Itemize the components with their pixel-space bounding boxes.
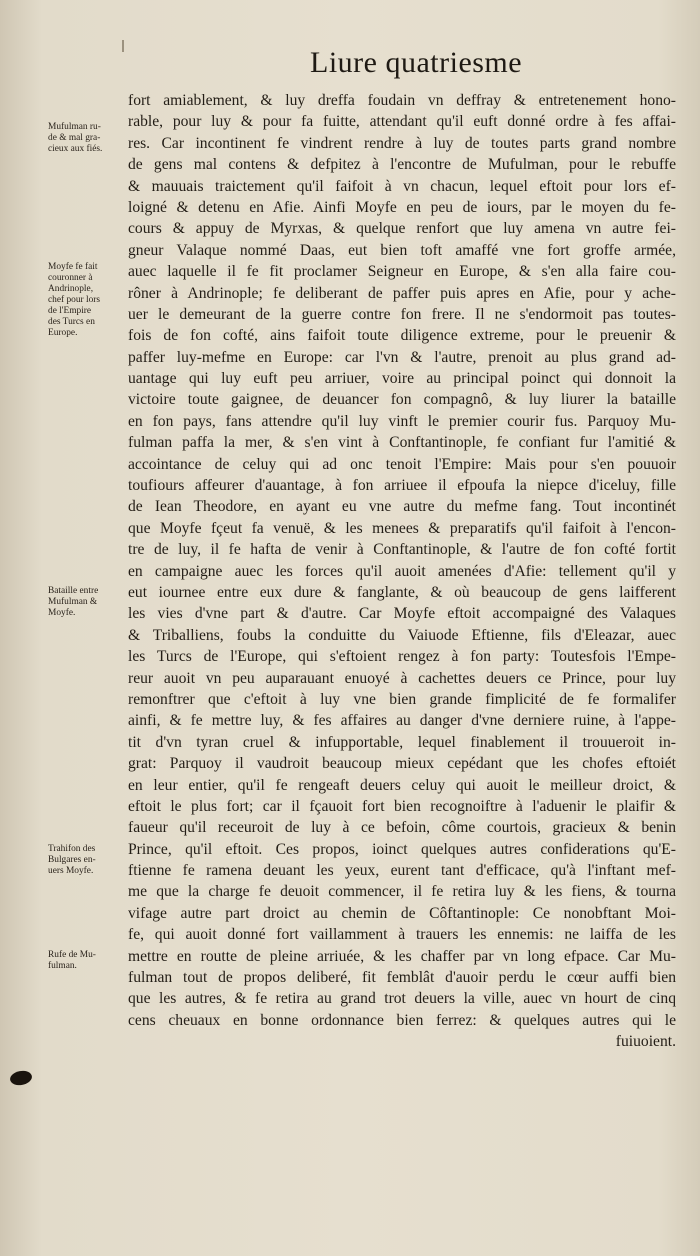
text-line: de Iean Theodore, en ayant eu vne autre du mefme fang. Tout incontinét (128, 498, 676, 516)
margin-note-line: uers Moyfe. (48, 866, 94, 876)
text-line: tit d'vn tyran cruel & infupportable, lequel finablement il trouueroit in- (128, 733, 676, 751)
text-line: res. Car incontinent fe vindrent rendre à luy de toutes parts grand nombre (128, 134, 676, 152)
text-line: en campaigne auec les forces qu'il auoit amenées d'Afie: tellement qu'il y (128, 562, 676, 580)
margin-note-line: fulman. (48, 961, 77, 971)
margin-note-line: chef pour lors (48, 295, 101, 305)
text-line: victoire toute gaignee, de deuancer fon compagnô, & luy liurer la bataille (128, 391, 676, 409)
running-title: Liure quatriesme (310, 46, 523, 79)
text-line: fulman paffa la mer, & s'en vint à Conftantinople, fe confiant fur l'amitié & (128, 434, 676, 452)
text-line: gneur Valaque nommé Daas, eut bien toft amaffé vne fort groffe armée, (128, 241, 676, 259)
text-line: grat: Parquoy il vaudroit beaucoup mieux cepédant que les chofes eftoiét (128, 755, 676, 773)
page-mark (122, 40, 124, 52)
text-line: en leur entier, qu'il fe rengeaft deuers celuy qui auoit le meilleur droict, & (128, 776, 676, 794)
text-line: fe, qui auoit donné fort vaillamment à trauers les ennemis: ne laiffa de les (128, 926, 676, 944)
text-line: tre de luy, il fe hafta de venir à Conftantinople, & l'autre de fon cofté fortit (128, 541, 676, 559)
text-line: remonftrer que c'eftoit à luy vne bien grande fimplicité de fe formalifer (128, 690, 676, 708)
text-line: ftienne fe ramena deuant les yeux, eurent tant d'efficace, qu'à l'inftant mef- (128, 862, 676, 880)
text-line: & Triballiens, foubs la conduitte du Vaiuode Eftienne, fils d'Eleazar, auec (128, 626, 676, 644)
margin-note-4 (48, 844, 128, 877)
margin-note-line: des Turcs en (48, 317, 95, 327)
margin-note-line: de l'Empire (48, 306, 92, 316)
margin-note-line: Bulgares en- (48, 855, 96, 865)
text-line: les vies d'vne part & d'autre. Car Moyfe eftoit accompaigné des Valaques (128, 605, 676, 623)
margin-note-line: Trahifon des (48, 844, 96, 854)
text-line: que les autres, & fe retira au grand trot deuers la ville, auec vn hourt de cinq (128, 990, 676, 1008)
text-line: ainfi, & fe mettre luy, & fes affaires au danger d'vne derniere ruine, à l'appe- (128, 712, 676, 730)
text-line: faueur qu'il receuroit de luy à ce befoin, côme courtois, gracieux & benin (128, 819, 676, 837)
text-line: paffer luy-mefme en Europe: car l'vn & l'autre, prenoit au plus grand ad- (128, 348, 676, 366)
margin-note-line: Andrinople, (48, 284, 94, 294)
margin-note-line: Rufe de Mu- (48, 950, 96, 960)
text-line: Prince, qu'il eftoit. Ces propos, ioinct quelques autres confiderations qu'E- (128, 840, 676, 858)
text-line: en fon pays, fans attendre qu'il luy vinft le premier courir fus. Parquoy Mu- (128, 412, 676, 430)
text-line: eut iournee entre eux dure & fanglante, & où beaucoup de gens laifferent (128, 583, 676, 601)
text-line: toufiours affeurer d'auantage, à fon arriuee il efpoufa la niepce d'iceluy, fille (128, 477, 676, 495)
ink-stain (9, 1069, 33, 1087)
margin-note-2 (48, 262, 128, 339)
margin-note-5 (48, 950, 128, 972)
text-line: reur auoit vn peu auparauant enuoyé à cachettes deuers ce Prince, pour luy (128, 669, 676, 687)
margin-note-line: de & mal gra- (48, 133, 101, 143)
text-line: fuiuoient. (615, 1033, 676, 1051)
text-line: accointance de celuy qui ad onc tenoit l'Empire: Mais pour s'en pouuoir (128, 455, 676, 473)
text-line: mettre en routte de pleine arriuée, & les chaffer par vn long efpace. Car Mu- (128, 947, 676, 965)
text-line: fulman tout de propos deliberé, fit femblât d'auoir perdu le cœur auffi bien (128, 969, 676, 987)
text-line: me que la charge fe deuoit commencer, il fe retira luy & les fiens, & tourna (128, 883, 676, 901)
text-line: de gens mal contens & defpitez à l'encontre de Mufulman, pour le rebuffe (128, 156, 676, 174)
margin-note-line: Moyfe. (48, 608, 76, 618)
margin-note-line: cieux aux fiés. (48, 144, 103, 154)
text-line: auec laquelle il fe fit proclamer Seigneur en Europe, & s'en alla faire cou- (128, 263, 676, 281)
text-line: loigné & detenu en Afie. Ainfi Moyfe en peu de iours, par le moyen du fe- (128, 198, 676, 216)
margin-note-3 (48, 586, 128, 619)
text-line: rôner à Andrinople; fe deliberant de paffer puis apres en Afie, pour y ache- (128, 284, 676, 302)
body-text (128, 90, 676, 1053)
text-line: rable, pour luy & pour fa fuitte, attendant qu'il euft donné ordre à fes affai- (128, 113, 676, 131)
margin-note-line: Moyfe fe fait (48, 262, 98, 272)
margin-note-line: couronner à (48, 273, 93, 283)
text-line: uantage qui luy euft peu arriuer, voire au principal poinct qui donnoit la (128, 370, 676, 388)
text-line: vifage autre part droict au chemin de Côftantinople: Ce nonobftant Moi- (128, 904, 676, 922)
text-line: eftoit le plus fort; car il fçauoit fort bien recognoiftre à l'aduenir le plaifir & (128, 797, 676, 815)
text-line: que Moyfe fçeut fa venuë, & les menees & preparatifs qu'il faifoit à l'encon- (128, 519, 676, 537)
text-line: fois de fon cofté, ains faifoit toute diligence extreme, pour le preuenir & (128, 327, 676, 345)
text-line: les Turcs de l'Europe, qui s'eftoient rengez à fon party: Toutesfois l'Empe- (128, 648, 676, 666)
margin-note-line: Mufulman ru- (48, 122, 101, 132)
text-line: cours & appuy de Myrxas, & quelque renfort que luy amena vn autre fei- (128, 220, 676, 238)
text-line: fort amiablement, & luy dreffa foudain vn deffray & entretenement hono- (128, 92, 676, 109)
text-line: cens cheuaux en bonne ordonnance bien ferrez: & quelques autres qui le (128, 1011, 676, 1029)
text-line: uer le demeurant de la guerre contre fon frere. Il ne s'endormoit pas toutes- (128, 305, 676, 323)
text-line: & mauuais traictement qu'il faifoit à vn chacun, lequel eftoit pour lors ef- (128, 177, 676, 195)
margin-note-line: Mufulman & (48, 597, 98, 607)
margin-note-1 (48, 122, 128, 155)
margin-note-line: Bataille entre (48, 586, 99, 596)
margin-note-line: Europe. (48, 328, 78, 338)
